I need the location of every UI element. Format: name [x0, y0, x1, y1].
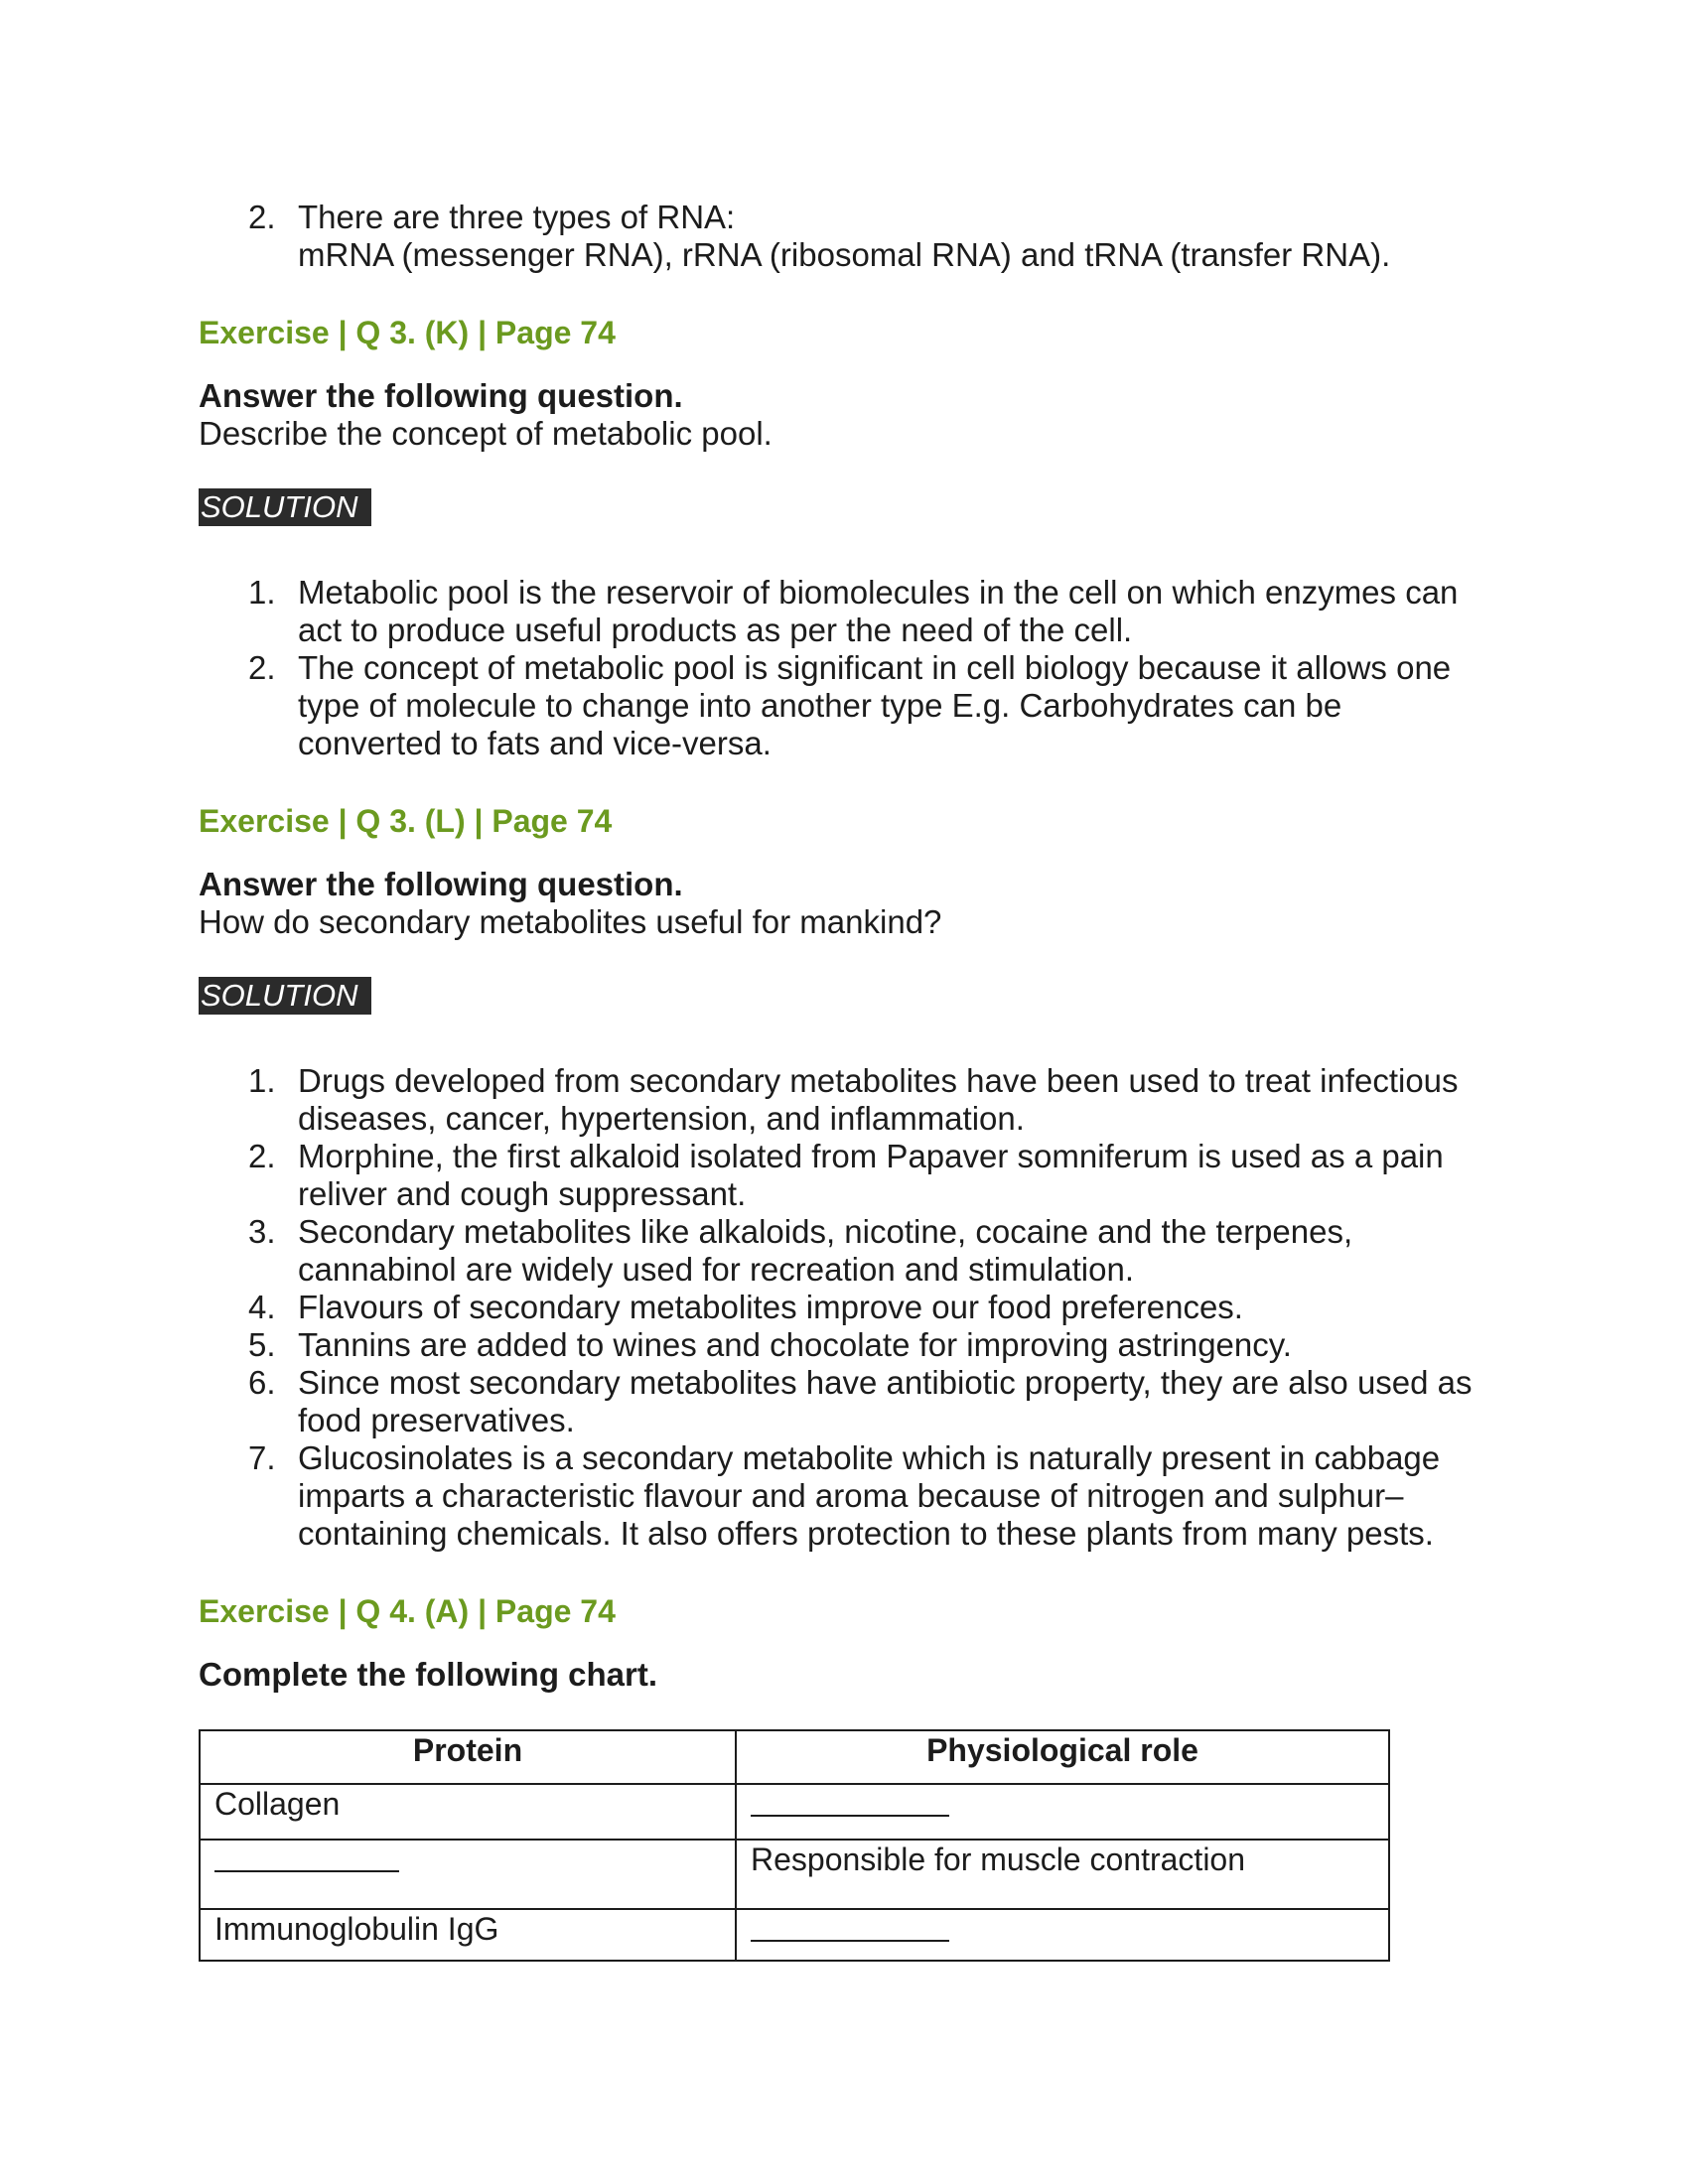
list-number: 6.	[248, 1364, 276, 1401]
table-cell: Responsible for muscle contraction	[736, 1840, 1389, 1909]
list-item	[199, 1138, 1509, 1213]
list-item	[199, 1439, 1509, 1553]
rna-types-list	[199, 199, 1509, 274]
list-number: 5.	[248, 1326, 276, 1363]
list-line: Flavours of secondary metabolites improve our food preferences.	[298, 1289, 1243, 1325]
list-line: reliver and cough suppressant.	[298, 1175, 747, 1212]
table-cell-blank	[200, 1840, 736, 1909]
table-cell-blank	[736, 1784, 1389, 1840]
list-number: 2.	[248, 649, 276, 686]
table-row	[200, 1840, 1389, 1909]
list-number: 2.	[248, 199, 276, 235]
section-q3l	[199, 802, 1509, 1553]
exercise-heading: Exercise | Q 3. (K) | Page 74	[199, 315, 616, 350]
protein-chart-table	[199, 1729, 1390, 1962]
list-item	[199, 199, 1509, 274]
column-header-protein: Protein	[200, 1730, 736, 1784]
section-q4a	[199, 1592, 1509, 1962]
list-number: 7.	[248, 1439, 276, 1476]
table-header-row	[200, 1730, 1389, 1784]
list-line: cannabinol are widely used for recreation and stimulation.	[298, 1251, 1134, 1288]
answer-blank	[214, 1841, 399, 1872]
list-line: mRNA (messenger RNA), rRNA (ribosomal RNA) and tRNA (transfer RNA).	[298, 236, 1391, 273]
table-cell: Collagen	[200, 1784, 736, 1840]
table-cell-blank	[736, 1909, 1389, 1961]
list-line: Since most secondary metabolites have antibiotic property, they are also used as	[298, 1364, 1473, 1401]
list-line: Metabolic pool is the reservoir of biomolecules in the cell on which enzymes can	[298, 574, 1459, 611]
list-line: converted to fats and vice-versa.	[298, 725, 772, 761]
list-line: Secondary metabolites like alkaloids, nicotine, cocaine and the terpenes,	[298, 1213, 1353, 1250]
question-title: Answer the following question.	[199, 866, 683, 902]
question-text: How do secondary metabolites useful for mankind?	[199, 903, 942, 940]
list-item	[199, 649, 1509, 762]
list-line: act to produce useful products as per the need of the cell.	[298, 612, 1133, 648]
list-line: There are three types of RNA:	[298, 199, 736, 235]
solution-list	[199, 1062, 1509, 1553]
list-line: containing chemicals. It also offers protection to these plants from many pests.	[298, 1515, 1434, 1552]
question-title: Complete the following chart.	[199, 1656, 658, 1693]
list-item	[199, 1289, 1509, 1326]
table-row	[200, 1784, 1389, 1840]
list-item	[199, 1062, 1509, 1138]
exercise-heading: Exercise | Q 3. (L) | Page 74	[199, 803, 613, 839]
list-item	[199, 1326, 1509, 1364]
list-number: 3.	[248, 1213, 276, 1250]
list-number: 1.	[248, 574, 276, 611]
list-line: The concept of metabolic pool is significant in cell biology because it allows one	[298, 649, 1452, 686]
list-line: diseases, cancer, hypertension, and inflammation.	[298, 1100, 1025, 1137]
list-number: 2.	[248, 1138, 276, 1174]
answer-blank	[751, 1785, 949, 1817]
list-line: food preservatives.	[298, 1402, 575, 1438]
question-title: Answer the following question.	[199, 377, 683, 414]
list-number: 1.	[248, 1062, 276, 1099]
list-line: Drugs developed from secondary metabolites have been used to treat infectious	[298, 1062, 1459, 1099]
answer-blank	[751, 1910, 949, 1942]
list-number: 4.	[248, 1289, 276, 1325]
list-line: Tannins are added to wines and chocolate for improving astringency.	[298, 1326, 1292, 1363]
list-line: imparts a characteristic flavour and aroma because of nitrogen and sulphur–	[298, 1477, 1404, 1514]
solution-label: SOLUTION	[199, 977, 371, 1015]
document-page	[199, 199, 1509, 1962]
list-item	[199, 1213, 1509, 1289]
solution-label: SOLUTION	[199, 488, 371, 526]
section-q3k	[199, 314, 1509, 762]
table-row	[200, 1909, 1389, 1961]
list-line: type of molecule to change into another type E.g. Carbohydrates can be	[298, 687, 1342, 724]
exercise-heading: Exercise | Q 4. (A) | Page 74	[199, 1593, 616, 1629]
question-text: Describe the concept of metabolic pool.	[199, 415, 773, 452]
list-line: Morphine, the first alkaloid isolated from Papaver somniferum is used as a pain	[298, 1138, 1444, 1174]
list-item	[199, 574, 1509, 649]
column-header-role: Physiological role	[736, 1730, 1389, 1784]
list-item	[199, 1364, 1509, 1439]
solution-list	[199, 574, 1509, 762]
table-cell: Immunoglobulin IgG	[200, 1909, 736, 1961]
list-line: Glucosinolates is a secondary metabolite which is naturally present in cabbage	[298, 1439, 1441, 1476]
